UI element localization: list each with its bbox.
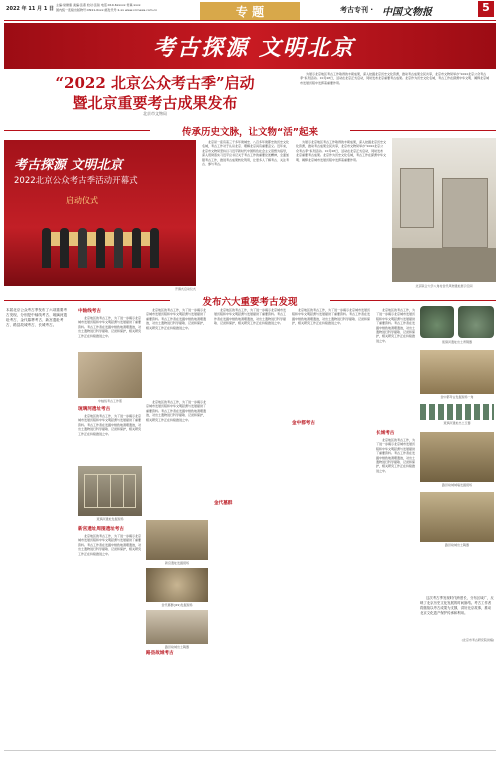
item-heading-luxian: 路县故城考古 — [146, 651, 174, 656]
edition-info-2: 国内统一连续出版物号:CN11-0xxx 邮发代号:1-xx www.ccrnews.com.cn — [56, 8, 158, 12]
lead-title-line1: “2022 北京公众考古季”启动 — [55, 74, 255, 92]
jade-photo — [420, 404, 494, 420]
people-row — [38, 228, 162, 268]
photo-heading-3: 启动仪式 — [66, 196, 98, 205]
luxian-pottery-caption: 路县故城出土陶器 — [164, 645, 189, 649]
item-body-axis: 北京地区的考古工作，为了进一步揭示北京城市发展历程和中华文明起源与发展提供了重要资料。考古工作者在发掘中细致地清理遗迹，对出土遗物进行科学提取、记录和保护，相关研究工作正在持续推进之中。 — [78, 316, 142, 338]
greatwall-caption-1: 路县故城城墙发掘现场 — [441, 483, 472, 487]
edition-info-1: 主编:常健康 美编:张燕 校对:张铁 电话:010-6xxxxx 传真:xxxx — [56, 3, 141, 7]
col3-body-top: 北京地区的考古工作，为了进一步揭示北京城市发展历程和中华文明起源与发展提供了重要资料。考古工作者在发掘中细致地清理遗迹，对出土遗物进行科学提取、记录和保护，相关研究工作正在持续推进之中。 — [146, 308, 207, 330]
xingong-photo-caption: 新宫遗址发掘现场 — [164, 561, 189, 565]
section1-body-col1: 北京是一座有着三千多年建城史、八百多年建都史的历史文化名城，考古工作对于认识北京、理解北京具有重要意义。近年来，北京市文物局坚持以习近平新时代中国特色社会主义思想为指导，深入贯彻落实习近平总书记关于考古工作的重要论述精神，全面加强考古工作，推进考古成果转化利用，让更多人了解考古、关注考古、参与考古。 — [202, 140, 290, 167]
exhibition-photo-caption: 北京联合大学八角村金代风物遗址展示空间 — [415, 284, 473, 288]
greatwall-photo-2 — [420, 492, 494, 542]
person — [42, 228, 51, 268]
grid-trench — [84, 474, 136, 508]
greatwall-caption-2: 路县故城出土陶器 — [444, 543, 469, 547]
person — [150, 228, 159, 268]
lead-title-line2: 暨北京重要考古成果发布 — [72, 94, 238, 112]
col6-body: 北京地区的考古工作，为了进一步揭示北京城市发展历程和中华文明起源与发展提供了重要资料。考古工作者在发掘中细致地清理遗迹，对出土遗物进行科学提取、记录和保护，相关研究工作正在持续推进之中。 — [376, 308, 416, 343]
section1-title: 传承历史文脉，让文物“活”起来 — [150, 124, 350, 138]
banner-title: 考古探源 文明北京 — [153, 35, 355, 61]
item-heading-xingong: 新宫遗址周围遗址考古 — [78, 527, 124, 532]
newspaper-logo: 中国文物报 — [382, 7, 432, 18]
item-heading-greatwall: 长城考古 — [376, 431, 395, 436]
xingong-site-photo — [146, 520, 208, 560]
issue-date: 2022 年 11 月 1 日 — [6, 6, 55, 12]
bronze-vessel-photo-1 — [420, 306, 454, 338]
axis-work-photo — [78, 352, 142, 398]
footer-rule — [4, 750, 496, 751]
item-body-xingong: 北京地区的考古工作，为了进一步揭示北京城市发展历程和中华文明起源与发展提供了重要资料。考古工作者在发掘中细致地清理遗迹，对出土遗物进行科学提取、记录和保护，相关研究工作正在持续推进之中。 — [78, 534, 142, 556]
closing-byline: (北京市考古研究院供稿) — [461, 638, 494, 642]
top-banner — [4, 23, 496, 69]
item-body-liulihe: 北京地区的考古工作，为了进一步揭示北京城市发展历程和中华文明起源与发展提供了重要资料。考古工作者在发掘中细致地清理遗迹，对出土遗物进行科学提取、记录和保护，相关研究工作正在持续推进之中。 — [78, 414, 142, 436]
liulihe-site-photo — [78, 466, 142, 516]
photo-heading-2: 2022北京公众考古季活动开幕式 — [14, 176, 138, 186]
section-label: 专 题 — [235, 5, 265, 19]
liulihe-photo-caption: 琉璃河遗址发掘现场 — [96, 517, 124, 521]
opening-photo-caption: 开幕式启动仪式 — [174, 287, 196, 291]
exhibition-space-photo — [392, 138, 496, 282]
person — [132, 228, 141, 268]
header-rule — [4, 20, 496, 21]
section1-body-col2: 为展示北京地区考古工作取得的丰硕成果，深入挖掘北京历史文化资源，推动考古成果全民共享，北京市文物局举办“2022北京公众考古季”系列活动。10月28日，活动在北京正式启动，同时发布北京重要考古成果。北京作为历史文化名城，考古工作在探源中华文明、阐释北京城市发展历程中发挥着重要作用。 — [296, 140, 386, 162]
person — [96, 228, 105, 268]
axis-photo-caption: 中轴线考古工作照 — [97, 399, 122, 403]
zhongdu-caption: 金中都考古发掘现场一角 — [440, 395, 474, 399]
page-number: 5 — [478, 1, 494, 17]
display-case — [400, 168, 434, 228]
jade-caption: 琉璃河遗址出土玉器 — [443, 421, 471, 425]
lead-intro: 为展示北京地区考古工作取得的丰硕成果，深入挖掘北京历史文化资源，推动考古成果全民共享，北京市文物局举办“2022北京公众考古季”系列活动。10月28日，活动在北京正式启动，同时发布北京重要考古成果。北京作为历史文化名城，考古工作在探源中华文明、阐释北京城市发展历程中发挥着重要作用。 — [300, 72, 490, 85]
display-case — [442, 178, 488, 248]
column-banner: 考古专刊 · — [340, 6, 374, 14]
section2-intro: 本届北京公众考古季发布了六项重要考古发现，分别是中轴线考古、琉璃河遗址考古、金代墓葬考古、新宫遗址考古、路县故城考古、长城考古。 — [6, 308, 68, 327]
col3-body-mid: 北京地区的考古工作，为了进一步揭示北京城市发展历程和中华文明起源与发展提供了重要资料。考古工作者在发掘中细致地清理遗迹，对出土遗物进行科学提取、记录和保护，相关研究工作正在持续推进之中。 — [146, 400, 207, 422]
item-heading-jin: 金代墓群 — [214, 501, 233, 506]
greatwall-body: 北京地区的考古工作，为了进一步揭示北京城市发展历程和中华文明起源与发展提供了重要资料。考古工作者在发掘中细致地清理遗迹，对出土遗物进行科学提取、记录和保护，相关研究工作正在持续推进之中。 — [376, 438, 416, 473]
section2-filler-col1: 北京地区的考古工作，为了进一步揭示北京城市发展历程和中华文明起源与发展提供了重要资料。考古工作者在发掘中细致地清理遗迹，对出土遗物进行科学提取、记录和保护，相关研究工作正在持续推进之中。 — [6, 352, 67, 374]
person — [114, 228, 123, 268]
jin-tomb-caption: 金代墓群(J29)发掘现场 — [161, 603, 193, 607]
item-heading-liulihe: 琉璃河遗址考古 — [78, 407, 111, 412]
closing-text: 这次考古季发现时代跨度长，分布区域广，反映了北京历史文化发展的时间脉络。考古工作者将继续以考古成果为支撑，讲好北京故事，推动北京文化遗产保护传承和利用。 — [420, 596, 494, 615]
item-heading-axis: 中轴线考古 — [78, 309, 101, 314]
opening-ceremony-photo — [4, 140, 196, 286]
page-header — [0, 0, 500, 22]
lead-byline: 北京市文物局 — [143, 111, 167, 116]
luxian-pottery-photo — [146, 610, 208, 644]
col5-body: 北京地区的考古工作，为了进一步揭示北京城市发展历程和中华文明起源与发展提供了重要资料。考古工作者在发掘中细致地清理遗迹，对出土遗物进行科学提取、记录和保护，相关研究工作正在持续推进之中。 — [292, 308, 370, 326]
zhongdu-site-photo — [420, 350, 494, 394]
greatwall-photo-1 — [420, 432, 494, 482]
col4-body: 北京地区的考古工作，为了进一步揭示北京城市发展历程和中华文明起源与发展提供了重要资料。考古工作者在发掘中细致地清理遗迹，对出土遗物进行科学提取、记录和保护，相关研究工作正在持续推进之中。 — [214, 308, 286, 326]
jin-tomb-photo — [146, 568, 208, 602]
bronze-vessel-photo-2 — [458, 306, 494, 338]
floor — [392, 248, 496, 282]
bronze-caption: 琉璃河遗址出土青铜器 — [441, 340, 472, 344]
person — [60, 228, 69, 268]
person — [78, 228, 87, 268]
item-heading-zhongdu: 金中都考古 — [292, 421, 315, 426]
photo-heading-1: 考古探源 文明北京 — [14, 158, 123, 173]
section2-title: 发布六大重要考古发现 — [170, 294, 330, 308]
